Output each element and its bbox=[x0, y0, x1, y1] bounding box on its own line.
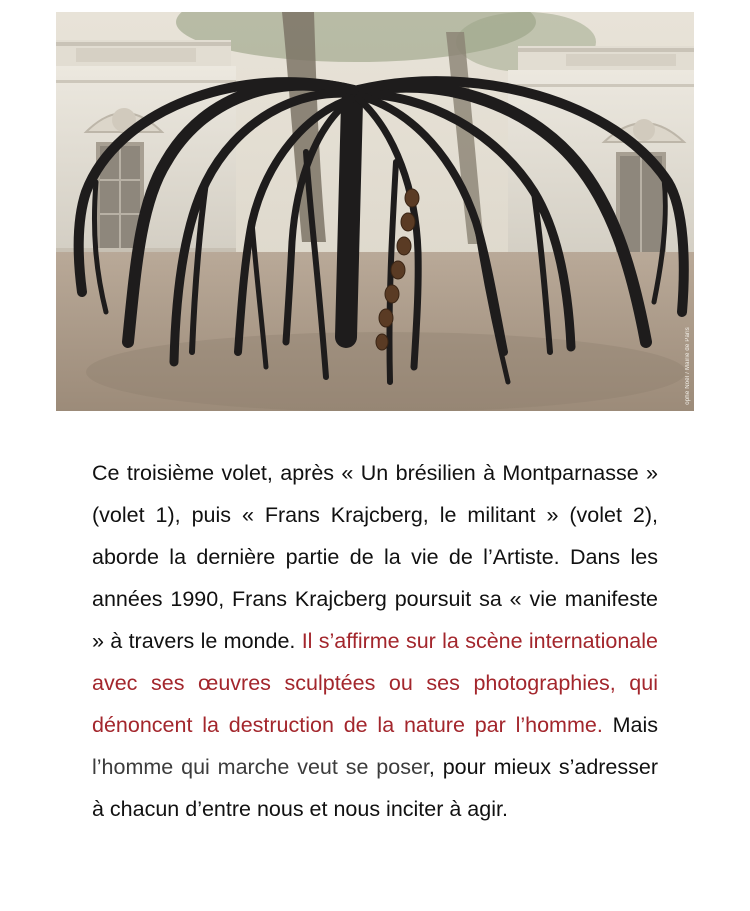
sculpture-photo bbox=[56, 12, 694, 411]
article-text-connector: Mais bbox=[602, 713, 659, 737]
article-highlight: Il s’affirme sur la scène internationale avec ses œuvres sculptées ou ses photographies, qui dénoncent la destruction de la nature par l’homme. bbox=[92, 629, 658, 737]
article-paragraph bbox=[92, 452, 658, 830]
article-text-closing: , pour mieux s’adresser à chacun d’entre nous et nous inciter à agir. bbox=[92, 755, 659, 821]
sculpture-photo-drawing bbox=[56, 12, 694, 411]
article-text-intro: Ce troisième volet, après « Un brésilien à Montparnasse » (volet 1), puis « Frans Krajcberg, le militant » (volet 2), aborde la dernière partie de la vie de l’Artiste. Dans les années 1990, Frans Krajcberg poursuit sa « vie manifeste » à travers le monde. bbox=[92, 461, 658, 653]
article-emphasis: l’homme qui marche veut se poser bbox=[92, 755, 429, 779]
photo-credit: ophe Noël / Mairie de Paris bbox=[685, 327, 691, 405]
